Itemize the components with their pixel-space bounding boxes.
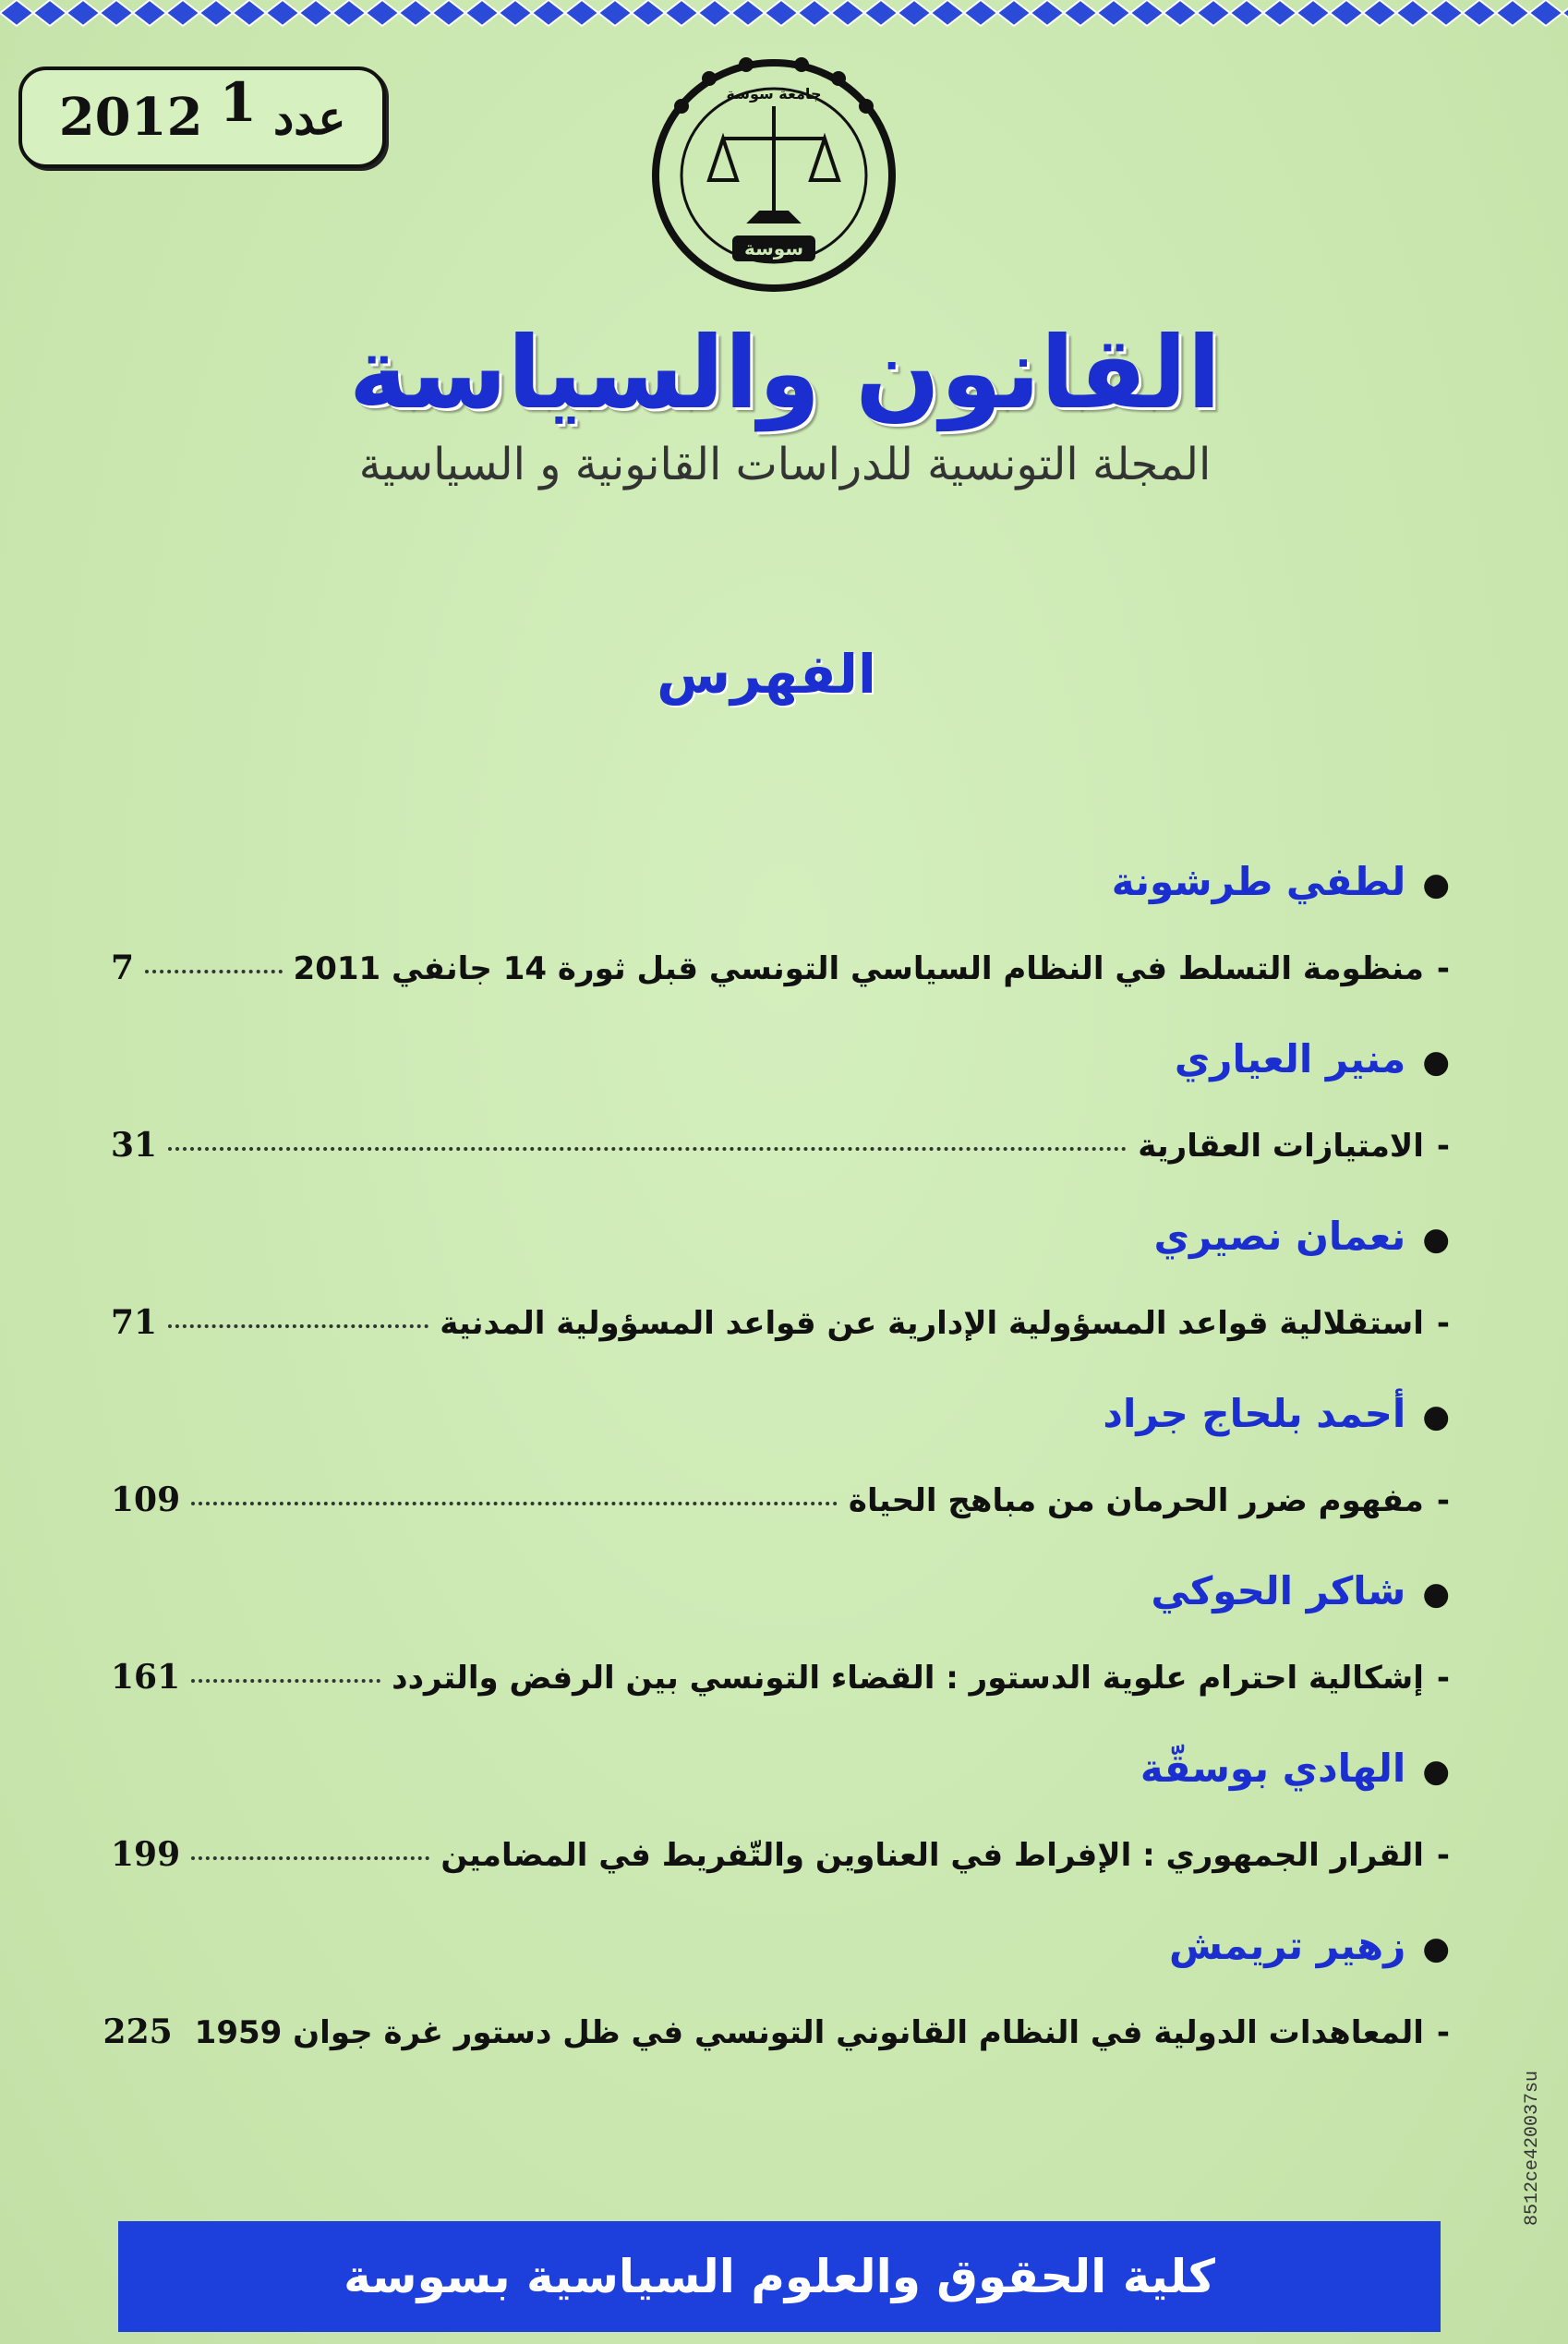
border-diamond (1164, 0, 1197, 26)
border-diamond (665, 0, 698, 26)
journal-subtitle: المجلة التونسية للدراسات القانونية و السياسية (358, 439, 1212, 490)
border-diamond (33, 0, 66, 26)
faculty-name: كلية الحقوق والعلوم السياسية بسوسة (344, 2250, 1215, 2303)
border-diamond (0, 0, 33, 26)
border-diamond (499, 0, 532, 26)
article-title: استقلالية قواعد المسؤولية الإدارية عن قواعد المسؤولية المدنية (440, 1305, 1424, 1342)
border-diamond (299, 0, 332, 26)
border-diamond (1230, 0, 1263, 26)
border-diamond (831, 0, 864, 26)
bullet-icon: ● (1422, 1044, 1450, 1081)
toc-author: ●لطفي طرشونة (1111, 859, 1450, 904)
border-diamond (1297, 0, 1330, 26)
border-diamond (1330, 0, 1363, 26)
toc-article: - مفهوم ضرر الحرمان من مباهج الحياة 109 (111, 1472, 1450, 1528)
side-barcode-text: 8512ce420037su (1522, 2070, 1543, 2226)
border-diamond (765, 0, 798, 26)
article-title: منظومة التسلط في النظام السياسي التونسي قبل ثورة 14 جانفي 2011 (293, 950, 1424, 987)
leader-dots (168, 1324, 428, 1328)
toc-author: ●شاكر الحوكي (1151, 1568, 1450, 1613)
border-diamond (964, 0, 997, 26)
border-diamond (1031, 0, 1064, 26)
article-title: مفهوم ضرر الحرمان من مباهج الحياة (848, 1482, 1424, 1519)
border-diamond (1396, 0, 1429, 26)
border-diamond (1562, 0, 1568, 26)
border-diamond (931, 0, 964, 26)
border-diamond (997, 0, 1031, 26)
border-diamond (366, 0, 399, 26)
toc-author: ●أحمد بلحاج جراد (1103, 1391, 1450, 1436)
toc-entry (103, 1914, 1450, 2091)
toc-author: ●زهير تريمش (1168, 1923, 1450, 1968)
leader-dots (191, 1856, 429, 1860)
toc-author: ●نعمان نصيري (1153, 1214, 1450, 1259)
bullet-icon: ● (1422, 1576, 1450, 1613)
border-diamond (233, 0, 266, 26)
border-diamond (432, 0, 465, 26)
border-diamond (632, 0, 665, 26)
border-diamond (598, 0, 632, 26)
journal-title: القانون والسياسة (348, 316, 1222, 431)
page-number: 7 (111, 948, 135, 987)
border-diamond (532, 0, 565, 26)
border-diamond (199, 0, 233, 26)
border-diamond (565, 0, 598, 26)
article-title: إشكالية احترام علوية الدستور : القضاء التونسي بين الرفض والتردد (392, 1660, 1424, 1697)
page-number: 161 (111, 1658, 181, 1697)
border-diamond (698, 0, 731, 26)
toc-entry (111, 1204, 1450, 1382)
toc-article: - الامتيازات العقارية 31 (111, 1118, 1450, 1173)
border-diamond (66, 0, 100, 26)
index-heading: الفهرس (657, 643, 876, 706)
leader-dots (191, 1502, 838, 1505)
bullet-icon: ● (1422, 1221, 1450, 1258)
scales-of-justice-icon (709, 106, 838, 222)
border-diamond (1097, 0, 1130, 26)
border-diamond (266, 0, 299, 26)
border-diamond (1496, 0, 1529, 26)
toc-entry (111, 850, 1450, 1027)
border-diamond (100, 0, 133, 26)
seal-city-text: سوسة (743, 237, 804, 260)
border-diamond (332, 0, 366, 26)
page-number: 31 (111, 1126, 158, 1165)
bullet-icon: ● (1422, 1930, 1450, 1967)
bullet-icon: ● (1422, 1753, 1450, 1790)
issue-badge (18, 66, 386, 168)
toc-article: - المعاهدات الدولية في النظام القانوني التونسي في ظل دستور غرة جوان 1959 225 (111, 2004, 1450, 2060)
leader-dots (145, 970, 282, 973)
issue-year: 2012 (58, 87, 203, 148)
border-diamond (898, 0, 931, 26)
toc-entry (111, 1027, 1450, 1204)
footer-band (118, 2221, 1441, 2332)
issue-label: عدد (272, 90, 346, 145)
university-seal-logo (645, 51, 903, 296)
border-diamond (1197, 0, 1230, 26)
border-diamond (1363, 0, 1396, 26)
border-diamond (1064, 0, 1097, 26)
bullet-icon: ● (1422, 1398, 1450, 1435)
border-diamond (133, 0, 166, 26)
toc-article: - منظومة التسلط في النظام السياسي التونسي قبل ثورة 14 جانفي 2011 7 (111, 940, 1450, 996)
toc-entry (111, 1559, 1450, 1736)
border-diamond (166, 0, 199, 26)
bullet-icon: ● (1422, 866, 1450, 903)
leader-dots (191, 1679, 380, 1683)
border-diamond (1429, 0, 1463, 26)
article-title: القرار الجمهوري : الإفراط في العناوين والتّفريط في المضامين (440, 1837, 1424, 1874)
border-diamond (465, 0, 499, 26)
border-diamond (731, 0, 765, 26)
toc-entry (111, 1382, 1450, 1559)
border-diamond (1529, 0, 1562, 26)
page-number: 71 (111, 1303, 158, 1342)
toc-article: - القرار الجمهوري : الإفراط في العناوين والتّفريط في المضامين 199 (111, 1827, 1450, 1882)
article-title: الامتيازات العقارية (1138, 1128, 1424, 1165)
top-diamond-border (0, 0, 1568, 37)
page-number: 225 (103, 2012, 173, 2051)
leader-dots (168, 1147, 1127, 1151)
toc-entry (111, 1736, 1450, 1914)
page-number: 199 (111, 1835, 181, 1874)
border-diamond (399, 0, 432, 26)
toc-author: ●الهادي بوسقّة (1140, 1746, 1450, 1791)
page-number: 109 (111, 1480, 181, 1519)
table-of-contents (103, 850, 1450, 2091)
toc-author: ●منير العياري (1174, 1036, 1450, 1081)
border-diamond (798, 0, 831, 26)
border-diamond (1263, 0, 1297, 26)
article-title: المعاهدات الدولية في النظام القانوني التونسي في ظل دستور غرة جوان 1959 (194, 2014, 1424, 2051)
border-diamond (1130, 0, 1164, 26)
seal-top-text: جامعة سوسة (726, 85, 822, 103)
issue-number: 1 (219, 71, 257, 134)
toc-article: - إشكالية احترام علوية الدستور : القضاء التونسي بين الرفض والتردد 161 (111, 1649, 1450, 1705)
border-diamond (1463, 0, 1496, 26)
border-diamond (864, 0, 898, 26)
toc-article: - استقلالية قواعد المسؤولية الإدارية عن قواعد المسؤولية المدنية 71 (111, 1295, 1450, 1350)
